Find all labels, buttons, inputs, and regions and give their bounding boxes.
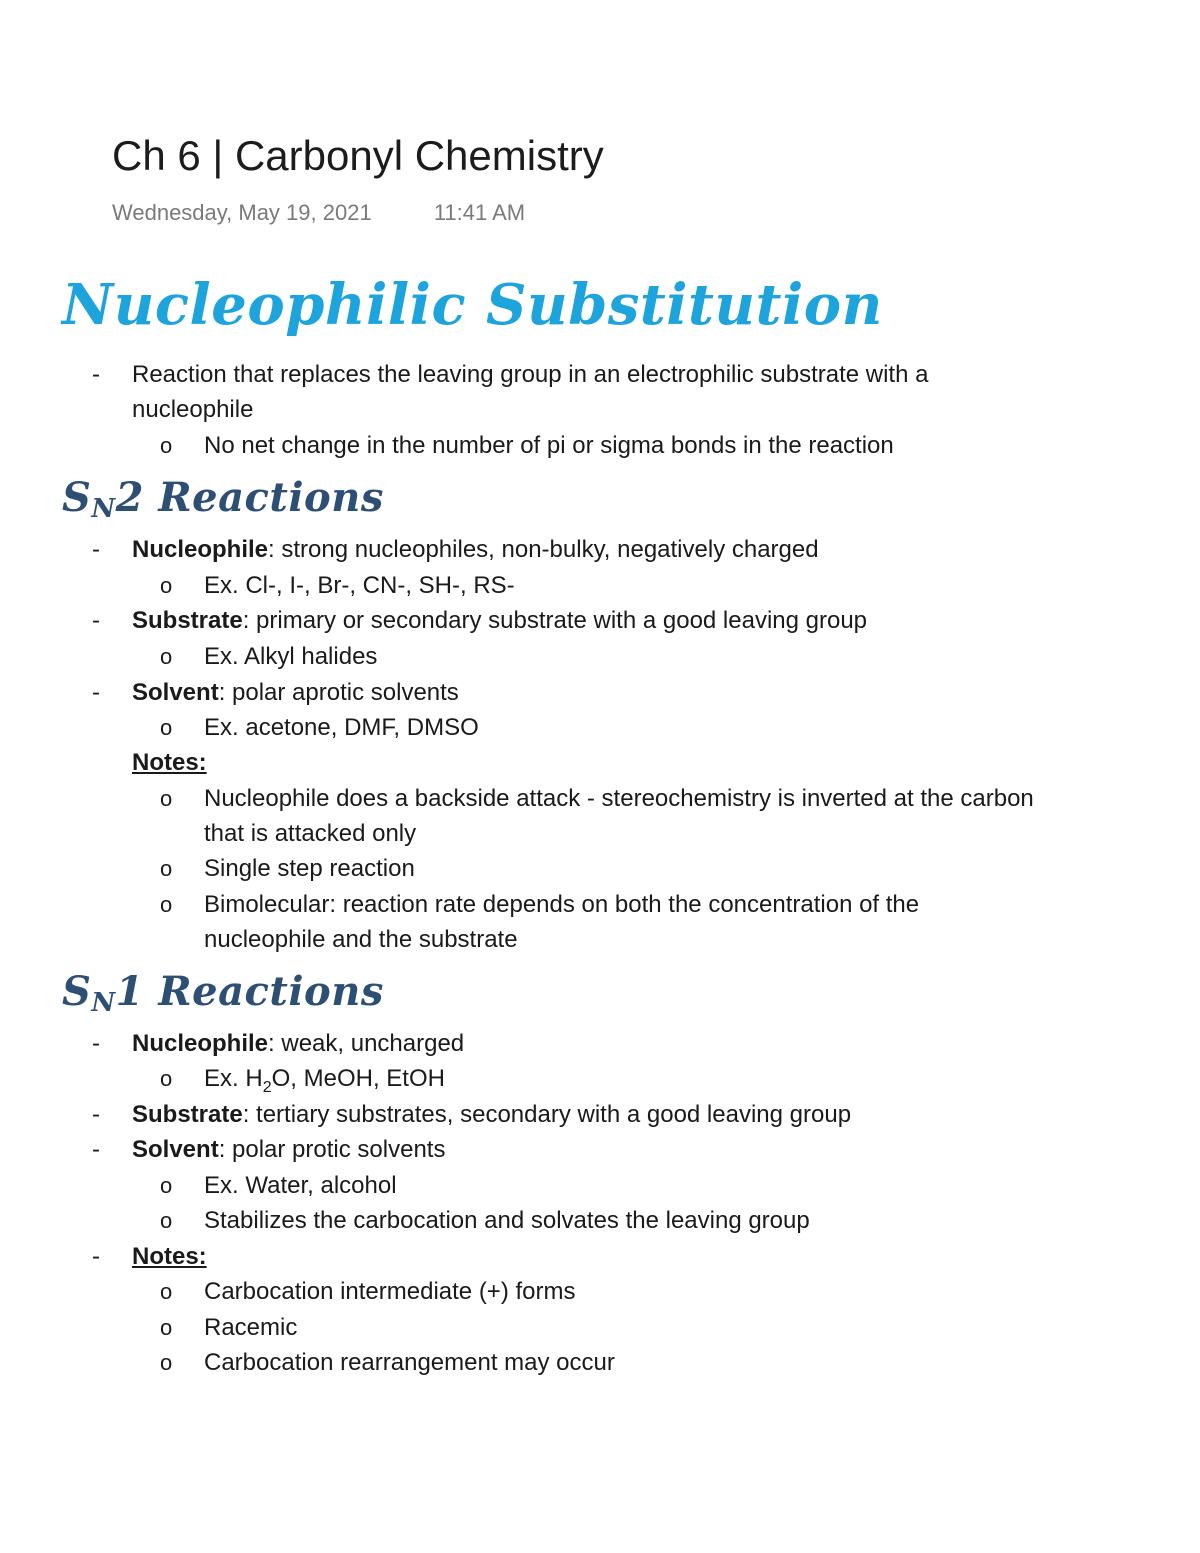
sn2-substrate-label: Substrate <box>132 607 243 634</box>
sn2-nucleophile-label: Nucleophile <box>132 536 269 563</box>
circle-bullet: o <box>160 1350 173 1375</box>
sn2-note: Single step reaction <box>204 855 415 882</box>
circle-bullet: o <box>160 644 173 669</box>
sn1-substrate <box>132 1098 851 1132</box>
sn1-note: Racemic <box>204 1314 298 1341</box>
heading-nucleophilic-substitution: Nucleophilic Substitution <box>62 272 883 338</box>
circle-bullet: o <box>160 1279 173 1304</box>
sn1-substrate-label: Substrate <box>132 1101 243 1128</box>
sn1-nucleophile-label: Nucleophile <box>132 1030 269 1057</box>
circle-bullet: o <box>160 892 173 917</box>
heading-sn2-reactions <box>62 474 384 524</box>
dash-bullet: - <box>92 1243 100 1270</box>
sn2-solvent-text: : polar aprotic solvents <box>218 679 459 706</box>
sn2-notes-label <box>132 746 207 780</box>
circle-bullet: o <box>160 573 173 598</box>
sn2-nucleophile-example: Ex. Cl-, I-, Br-, CN-, SH-, RS- <box>204 572 515 599</box>
sn2-substrate-text: : primary or secondary substrate with a good leaving group <box>242 607 868 634</box>
dash-bullet: - <box>92 1030 100 1057</box>
page-time: 11:41 AM <box>433 200 526 225</box>
sn1-note: Carbocation intermediate (+) forms <box>204 1278 576 1305</box>
sn2-note-continued: nucleophile and the substrate <box>204 926 518 953</box>
sn1-ex-part-a: Ex. H <box>204 1065 263 1092</box>
sn1-solvent-example: Stabilizes the carbocation and solvates the leaving group <box>204 1207 810 1234</box>
circle-bullet: o <box>160 1315 173 1340</box>
sn2-subscript: N <box>91 494 116 524</box>
heading-sn1-reactions <box>62 968 384 1018</box>
sn1-solvent-example: Ex. Water, alcohol <box>204 1172 397 1199</box>
circle-bullet: o <box>160 1066 173 1091</box>
sn1-ex-subscript: 2 <box>262 1078 272 1096</box>
dash-bullet: - <box>92 1101 100 1128</box>
sn2-notes-heading: Notes: <box>132 749 207 776</box>
intro-line: Reaction that replaces the leaving group in an electrophilic substrate with a <box>132 361 929 388</box>
sn2-substrate <box>132 604 867 638</box>
sn1-nucleophile-text: : weak, uncharged <box>268 1030 465 1057</box>
dash-bullet: - <box>92 361 100 388</box>
sn1-ex-part-b: O, MeOH, EtOH <box>271 1065 445 1092</box>
sn1-solvent-label: Solvent <box>132 1136 219 1163</box>
sn1-substrate-text: : tertiary substrates, secondary with a good leaving group <box>242 1101 852 1128</box>
sn2-rest: 2 Reactions <box>115 474 384 521</box>
page-title: Ch 6 | Carbonyl Chemistry <box>112 132 604 179</box>
circle-bullet: o <box>160 1173 173 1198</box>
sn1-solvent <box>132 1133 445 1167</box>
circle-bullet: o <box>160 786 173 811</box>
circle-bullet: o <box>160 856 173 881</box>
sn1-note: Carbocation rearrangement may occur <box>204 1349 615 1376</box>
sn1-subscript: N <box>91 988 116 1018</box>
intro-subpoint: No net change in the number of pi or sigma bonds in the reaction <box>204 432 894 459</box>
circle-bullet: o <box>160 715 173 740</box>
sn1-rest: 1 Reactions <box>115 968 384 1015</box>
sn1-notes-label <box>132 1240 207 1274</box>
circle-bullet: o <box>160 1208 173 1233</box>
sn2-nucleophile <box>132 533 819 567</box>
sn2-note-continued: that is attacked only <box>204 820 417 847</box>
dash-bullet: - <box>92 1136 100 1163</box>
dash-bullet: - <box>92 536 100 563</box>
page-meta <box>112 200 525 226</box>
sn2-nucleophile-text: : strong nucleophiles, non-bulky, negatively charged <box>268 536 819 563</box>
sn2-substrate-example: Ex. Alkyl halides <box>204 643 378 670</box>
circle-bullet: o <box>160 433 173 458</box>
sn2-solvent-example: Ex. acetone, DMF, DMSO <box>204 714 479 741</box>
sn1-prefix: S <box>62 968 92 1015</box>
sn1-nucleophile <box>132 1027 464 1061</box>
sn2-prefix: S <box>62 474 92 521</box>
sn1-notes-heading: Notes: <box>132 1243 207 1270</box>
dash-bullet: - <box>92 607 100 634</box>
dash-bullet: - <box>92 679 100 706</box>
sn2-note: Bimolecular: reaction rate depends on both the concentration of the <box>204 891 920 918</box>
intro-line-continued: nucleophile <box>132 396 254 423</box>
sn1-solvent-text: : polar protic solvents <box>218 1136 446 1163</box>
sn2-note: Nucleophile does a backside attack - stereochemistry is inverted at the carbon <box>204 785 1034 812</box>
page-date: Wednesday, May 19, 2021 <box>112 200 372 225</box>
sn2-solvent <box>132 676 459 710</box>
sn2-solvent-label: Solvent <box>132 679 219 706</box>
